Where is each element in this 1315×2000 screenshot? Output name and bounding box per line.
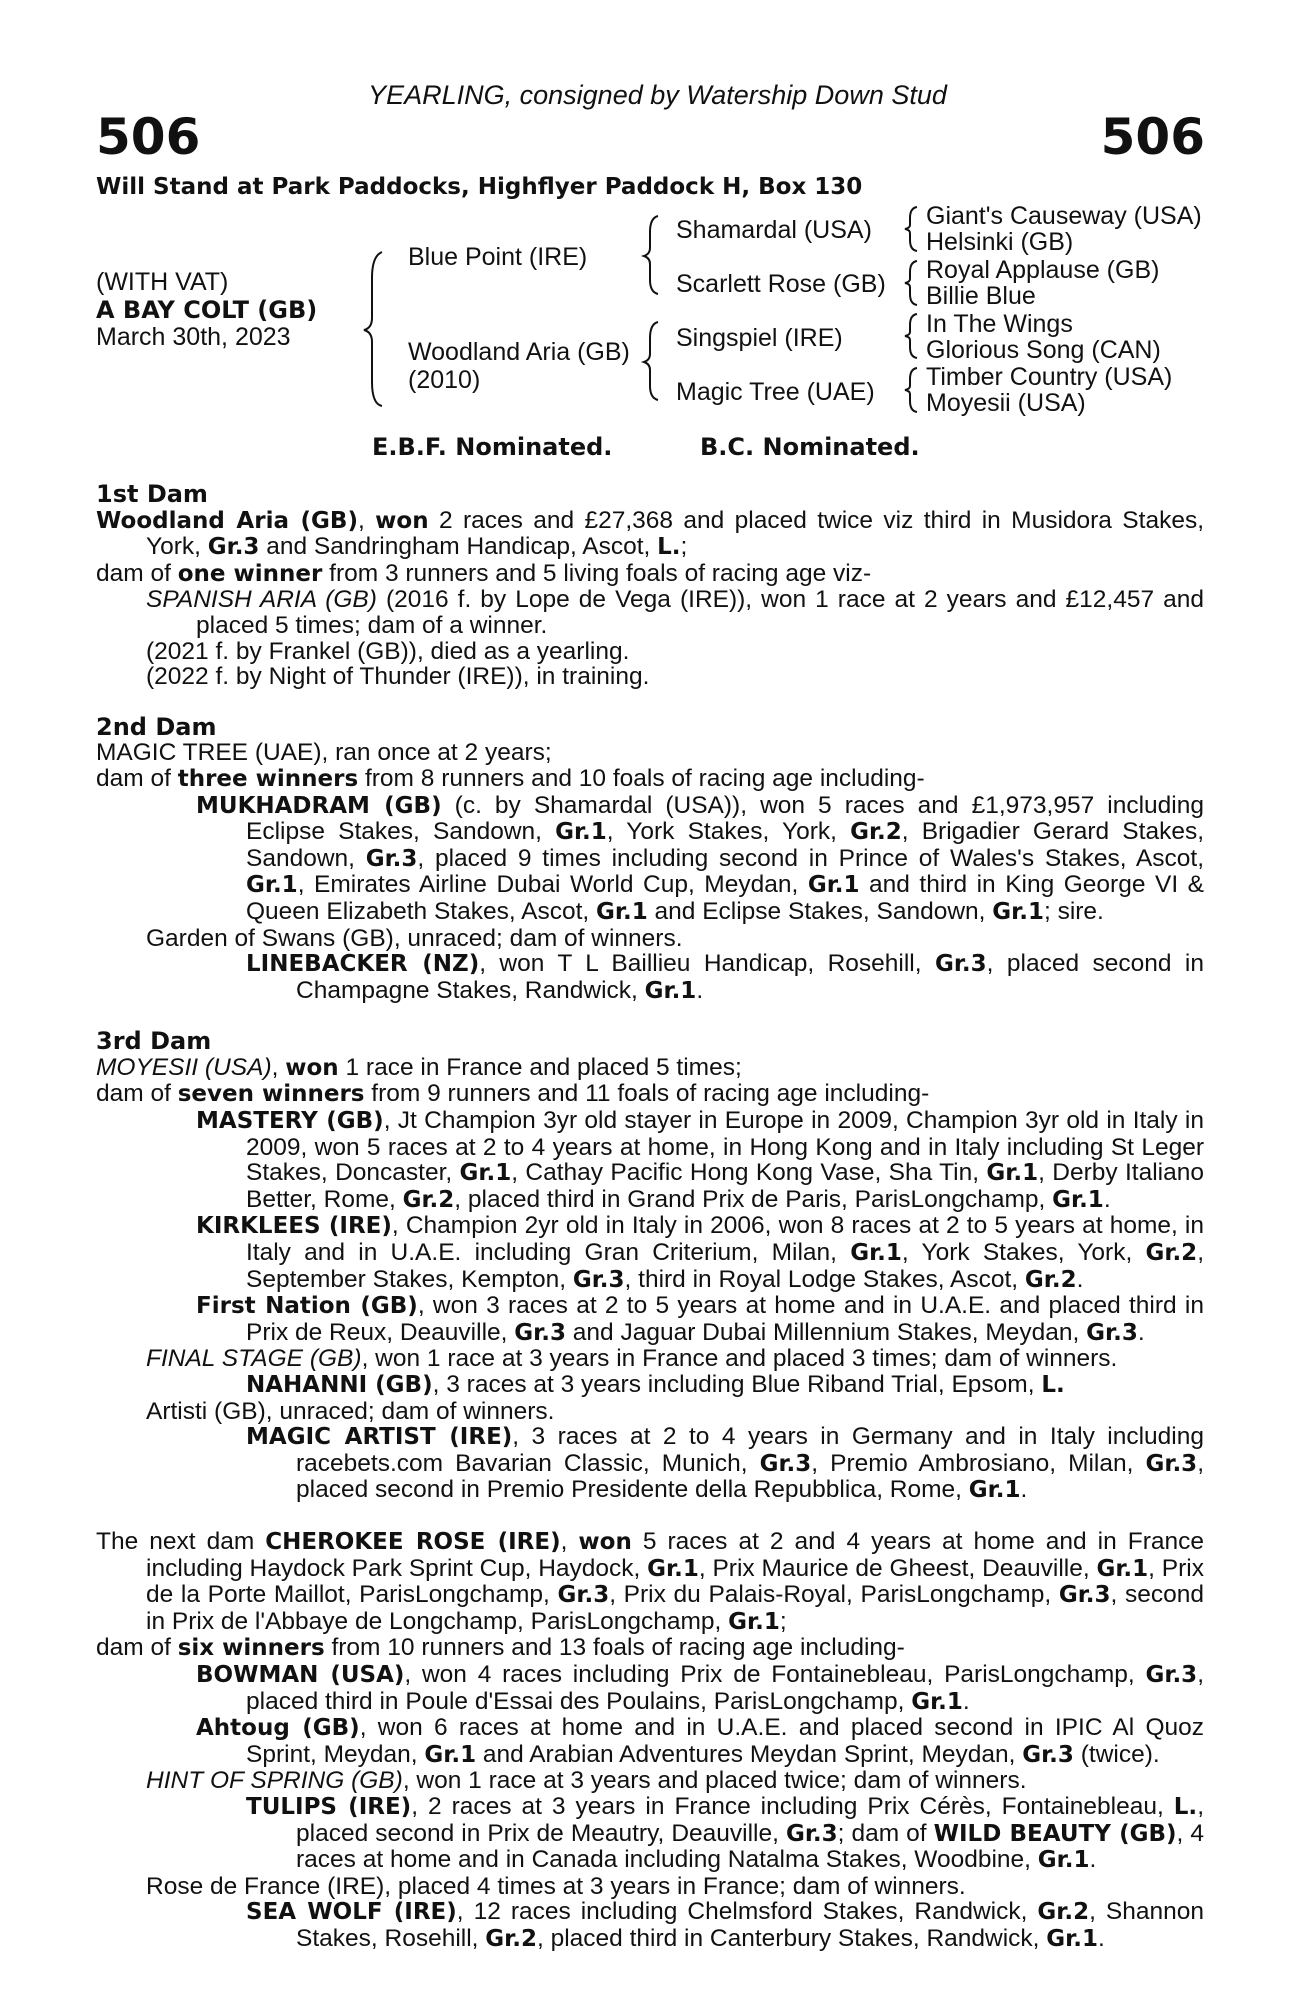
italic-text-run: SPANISH ARIA (GB) [146,586,377,614]
text-run: , Premio Ambrosiano, Milan, [811,1449,1146,1477]
bold-text-run: Gr.3 [759,1450,812,1477]
bold-text-run: Gr.3 [1145,1450,1198,1477]
bold-text-run: L. [1173,1793,1198,1820]
bold-text-run: Gr.1 [1096,1555,1149,1582]
bold-text-run: Gr.3 [572,1266,625,1293]
text-run: . [696,976,704,1004]
pedigree-brace-g3 [902,311,922,361]
bold-text-run: SEA WOLF (IRE) [246,1899,457,1926]
next-dam-record [96,1529,1204,1635]
text-run: ; sire. [1043,897,1104,925]
pedigree-g3-1: Giant's Causeway (USA) [926,202,1202,230]
bold-text-run: Gr.2 [1024,1266,1077,1293]
bold-text-run: Gr.2 [1037,1899,1090,1926]
text-run: ; [680,533,688,561]
bold-text-run: WILD BEAUTY (GB) [933,1820,1177,1847]
lot-number-left: 506 [96,108,201,166]
bold-text-run: Gr.3 [365,845,418,872]
text-run: ; dam of [837,1819,934,1847]
text-run: , placed third in Canterbury Stakes, Randwick, [536,1924,1047,1952]
first-dam-heading: 1st Dam [96,480,208,508]
ebf-nomination: E.B.F. Nominated. [372,433,613,461]
text-run: (twice). [1073,1740,1160,1768]
pedigree-brace-g1 [902,204,922,254]
text-run: and Eclipse Stakes, Sandown, [647,897,993,925]
text-run: and Arabian Adventures Meydan Sprint, Meydan, [476,1740,1023,1768]
bold-text-run: MUKHADRAM (GB) [196,792,442,819]
pedigree-brace-main [360,248,390,408]
foaling-date: March 30th, 2023 [96,323,291,351]
text-run: , Prix du Palais-Royal, ParisLongchamp, [609,1581,1059,1609]
text-run: , 3 races at 3 years including Blue Riband Trial, Epsom, [432,1371,1042,1398]
text-run: , Derby Italiano Better, Rome, [246,1159,1204,1213]
lot-number-right: 506 [1100,108,1205,166]
bold-text-run: Gr.1 [968,1477,1021,1504]
pedigree-g3-7: Timber Country (USA) [926,363,1173,391]
text-run: , third in Royal Lodge Stakes, Ascot, [624,1265,1025,1293]
first-dam-record [96,508,1204,561]
pedigree-g3-5: In The Wings [926,310,1073,338]
text-run: , placed third in Poule d'Essai des Poulains, ParisLongchamp, [246,1660,1204,1715]
text-run: , [357,506,376,534]
produce-entry [96,587,1204,638]
produce-entry [96,1794,1204,1874]
bold-text-run: Gr.1 [555,819,607,846]
text-run: , York Stakes, York, [606,818,851,846]
produce-entry [96,1662,1204,1715]
bold-text-run: Gr.3 [785,1820,838,1847]
bold-text-run: Gr.3 [514,1319,566,1346]
produce-entry [96,1399,1204,1425]
pedigree-g3-2: Helsinki (GB) [926,228,1074,256]
text-run: from 10 runners and 13 foals of racing age including- [324,1634,905,1662]
bold-text-run: Gr.1 [1037,1847,1090,1874]
text-run: and third in King George VI & Queen Elizabeth Stakes, Ascot, [246,871,1204,925]
bold-text-run: won [375,507,429,534]
bold-text-run: L. [657,534,681,561]
bold-text-run: Gr.3 [1145,1661,1198,1688]
text-run: , 12 races including Chelmsford Stakes, Randwick, [456,1898,1038,1926]
bold-text-run: Gr.3 [934,951,987,978]
bold-text-run: Gr.1 [596,898,648,925]
bold-text-run: Gr.2 [402,1186,455,1213]
pedigree-brace-g4 [902,365,922,415]
bold-text-run: Gr.1 [986,1160,1039,1187]
text-run: dam of [96,1634,178,1662]
produce-entry [96,1874,1204,1900]
text-run: MAGIC TREE (UAE), ran once at 2 years; [96,739,552,767]
text-run: , won 4 races including Prix de Fontainebleau, ParisLongchamp, [404,1660,1146,1688]
text-run: (2022 f. by Night of Thunder (IRE)), in training. [146,663,650,691]
bold-text-run: NAHANNI (GB) [246,1372,433,1398]
pedigree-sire-dam: Scarlett Rose (GB) [676,270,886,298]
pedigree-dam-dam: Magic Tree (UAE) [676,378,875,406]
bold-text-run: Gr.1 [850,1240,902,1267]
text-run: , won 6 races at home and in U.A.E. and placed second in IPIC Al Quoz Sprint, Meydan, [246,1714,1205,1768]
bold-text-run: Woodland Aria (GB) [96,507,358,534]
text-run: , won T L Baillieu Handicap, Rosehill, [479,950,935,978]
text-run: , [560,1527,579,1555]
produce-entry [96,1715,1204,1768]
text-run: ; [779,1607,787,1635]
text-run: (c. by Shamardal (USA)), won 5 races and £1,973,957 including Eclipse Stakes, Sandown, [246,791,1204,846]
bold-text-run: Gr.1 [807,872,860,899]
text-run: . [962,1687,970,1715]
text-run: , York Stakes, York, [901,1239,1146,1267]
bold-text-run: Gr.1 [992,898,1044,925]
bold-text-run: seven winners [177,1081,365,1108]
pedigree-sire: Blue Point (IRE) [408,243,588,271]
bold-text-run: Gr.1 [911,1688,963,1715]
bold-text-run: LINEBACKER (NZ) [246,951,480,978]
text-run: , placed second in Champagne Stakes, Randwick, [296,950,1204,1004]
text-run: 5 races at 2 and 4 years at home and in France including Haydock Park Sprint Cup, Haydock, [146,1527,1205,1582]
italic-text-run: FINAL STAGE (GB) [146,1345,362,1373]
text-run: , placed second in Premio Presidente della Repubblica, Rome, [296,1449,1204,1504]
produce-entry [96,951,1204,1004]
text-run: . [1089,1846,1097,1874]
bold-text-run: MASTERY (GB) [196,1108,384,1135]
produce-entry [96,1293,1204,1346]
text-run: Garden of Swans (GB), unraced; dam of winners. [146,924,683,952]
text-run: 1 race in France and placed 5 times; [338,1053,742,1081]
bold-text-run: CHEROKEE ROSE (IRE) [265,1528,561,1555]
bold-text-run: three winners [177,765,359,792]
text-run: , [271,1053,286,1081]
text-run: dam of [96,1080,178,1108]
text-run: , won 3 races at 2 to 5 years at home and in U.A.E. and placed third in Prix de Reux, Deauville, [246,1292,1204,1346]
text-run: , second in Prix de l'Abbaye de Longchamp, ParisLongchamp, [146,1581,1204,1635]
bold-text-run: Gr.3 [1086,1319,1138,1346]
produce-entry [96,793,1204,926]
text-run: (2016 f. by Lope de Vega (IRE)), won 1 race at 2 years and £12,457 and placed 5 times; dam of a winner. [196,586,1204,639]
pedigree-brace-g2 [902,258,922,308]
third-dam-heading: 3rd Dam [96,1027,212,1056]
produce-entry [96,1372,1204,1399]
produce-entry [96,639,1204,665]
bold-text-run: Gr.3 [1022,1741,1074,1768]
pedigree-g3-3: Royal Applause (GB) [926,256,1160,284]
text-run: , 2 races at 3 years in France including Prix Cérès, Fontainebleau, [411,1792,1174,1820]
text-run: , Emirates Airline Dubai World Cup, Meydan, [297,871,808,899]
bold-text-run: won [578,1528,632,1555]
bold-text-run: KIRKLEES (IRE) [196,1213,392,1240]
produce-entry [96,1108,1204,1213]
text-run: . [1137,1318,1145,1346]
text-run: from 8 runners and 10 foals of racing age including- [358,764,925,792]
pedigree-sire-sire: Shamardal (USA) [676,216,872,244]
italic-text-run: MOYESII (USA) [96,1053,272,1081]
bold-text-run: won [285,1054,339,1081]
bold-text-run: six winners [177,1635,325,1662]
stand-location: Will Stand at Park Paddocks, Highflyer Paddock H, Box 130 [96,174,863,200]
produce-entry [96,664,1204,690]
text-run: dam of [96,559,178,587]
bold-text-run: Gr.1 [246,872,298,899]
pedigree-g3-8: Moyesii (USA) [926,389,1086,417]
consignor-line: YEARLING, consigned by Watership Down Stud [368,80,947,110]
bc-nomination: B.C. Nominated. [700,433,920,461]
text-run: from 9 runners and 11 foals of racing age including- [364,1080,930,1108]
bold-text-run: Gr.1 [728,1608,780,1635]
bold-text-run: Gr.1 [647,1555,699,1582]
text-run: . [1097,1924,1105,1952]
horse-name: A BAY COLT (GB) [96,296,318,324]
produce-entry [96,1899,1204,1952]
bold-text-run: Gr.2 [1145,1240,1198,1267]
text-run: , won 1 race at 3 years and placed twice; dam of winners. [402,1767,1027,1795]
pedigree-dam: Woodland Aria (GB) [408,338,630,366]
next-dam-produce-summary [96,1635,1204,1662]
second-dam-heading: 2nd Dam [96,712,217,741]
text-run: from 3 runners and 5 living foals of racing age viz- [322,559,872,587]
text-run: and Jaguar Dubai Millennium Stakes, Meydan, [565,1318,1087,1346]
text-run: , Brigadier Gerard Stakes, Sandown, [246,818,1205,872]
produce-entry [96,926,1204,952]
bold-text-run: Gr.1 [424,1741,477,1768]
catalogue-body [96,482,1204,1952]
produce-entry [96,1424,1204,1504]
text-run: , placed third in Grand Prix de Paris, ParisLongchamp, [454,1185,1053,1213]
text-run: 2 races and £27,368 and placed twice viz third in Musidora Stakes, York, [146,506,1205,561]
text-run: , 4 races at home and in Canada including Natalma Stakes, Woodbine, [296,1819,1205,1874]
produce-entry [96,1768,1204,1794]
text-run: , 3 races at 2 to 4 years in Germany and in Italy including racebets.com Bavarian Classic, Munich, [296,1423,1204,1477]
bold-text-run: MAGIC ARTIST (IRE) [246,1424,513,1451]
pedigree-brace-dam [640,318,664,404]
text-run: , Champion 2yr old in Italy in 2006, won 8 races at 2 to 5 years at home, in Italy and in U.A.E. including Gran Criterium, Milan, [246,1212,1204,1267]
bold-text-run: Gr.3 [557,1582,610,1609]
pedigree-dam-sire: Singspiel (IRE) [676,324,843,352]
bold-text-run: Ahtoug (GB) [196,1715,360,1742]
text-run: Artisti (GB), unraced; dam of winners. [146,1397,555,1425]
bold-text-run: Gr.1 [644,977,697,1004]
bold-text-run: Gr.2 [485,1925,537,1952]
produce-entry [96,1213,1204,1293]
text-run: , Prix Maurice de Gheest, Deauville, [698,1554,1097,1582]
bold-text-run: Gr.3 [207,534,260,561]
text-run: (2021 f. by Frankel (GB)), died as a yearling. [146,637,630,665]
text-run: , won 1 race at 3 years in France and placed 3 times; dam of winners. [361,1345,1118,1373]
vat-note: (WITH VAT) [96,268,229,296]
text-run: . [1076,1265,1084,1293]
text-run: , Shannon Stakes, Rosehill, [296,1898,1204,1952]
pedigree-g3-6: Glorious Song (CAN) [926,336,1161,364]
third-dam-produce-summary [96,1081,1204,1108]
text-run: . [1103,1185,1111,1213]
text-run: and Sandringham Handicap, Ascot, [259,533,658,561]
text-run: , Jt Champion 3yr old stayer in Europe in 2009, Champion 3yr old in Italy in 2009, won 5 races at 2 to 4 years at home, in Hong Kong and in Italy including St Leger Stakes, Doncaster, [246,1107,1204,1187]
text-run: , placed 9 times including second in Prince of Wales's Stakes, Ascot, [417,844,1205,872]
text-run: Rose de France (IRE), placed 4 times at 3 years in France; dam of winners. [146,1872,966,1900]
second-dam-produce-summary [96,766,1204,793]
produce-entry [96,1346,1204,1372]
bold-text-run: First Nation (GB) [196,1293,418,1320]
text-run: , placed second in Prix de Meautry, Deauville, [296,1792,1204,1847]
bold-text-run: Gr.2 [850,819,902,846]
bold-text-run: Gr.1 [459,1160,512,1187]
bold-text-run: Gr.3 [1058,1582,1111,1609]
pedigree-g3-4: Billie Blue [926,282,1036,310]
text-run: , Prix de la Porte Maillot, ParisLongchamp, [146,1554,1204,1609]
bold-text-run: TULIPS (IRE) [246,1793,412,1820]
text-run: dam of [96,764,178,792]
text-run: The next dam [96,1527,266,1555]
bold-text-run: BOWMAN (USA) [196,1661,405,1688]
second-dam-record [96,740,1204,766]
bold-text-run: Gr.1 [1052,1186,1104,1213]
bold-text-run: L. [1041,1372,1065,1398]
italic-text-run: HINT OF SPRING (GB) [146,1767,403,1795]
pedigree-dam-year: (2010) [408,366,481,394]
third-dam-record [96,1055,1204,1082]
first-dam-produce-summary [96,561,1204,588]
text-run: , September Stakes, Kempton, [246,1239,1204,1293]
bold-text-run: Gr.1 [1046,1925,1098,1952]
text-run: . [1020,1476,1028,1504]
text-run: , Cathay Pacific Hong Kong Vase, Sha Tin, [511,1159,987,1187]
pedigree-brace-sire [640,212,664,298]
bold-text-run: one winner [177,560,323,587]
